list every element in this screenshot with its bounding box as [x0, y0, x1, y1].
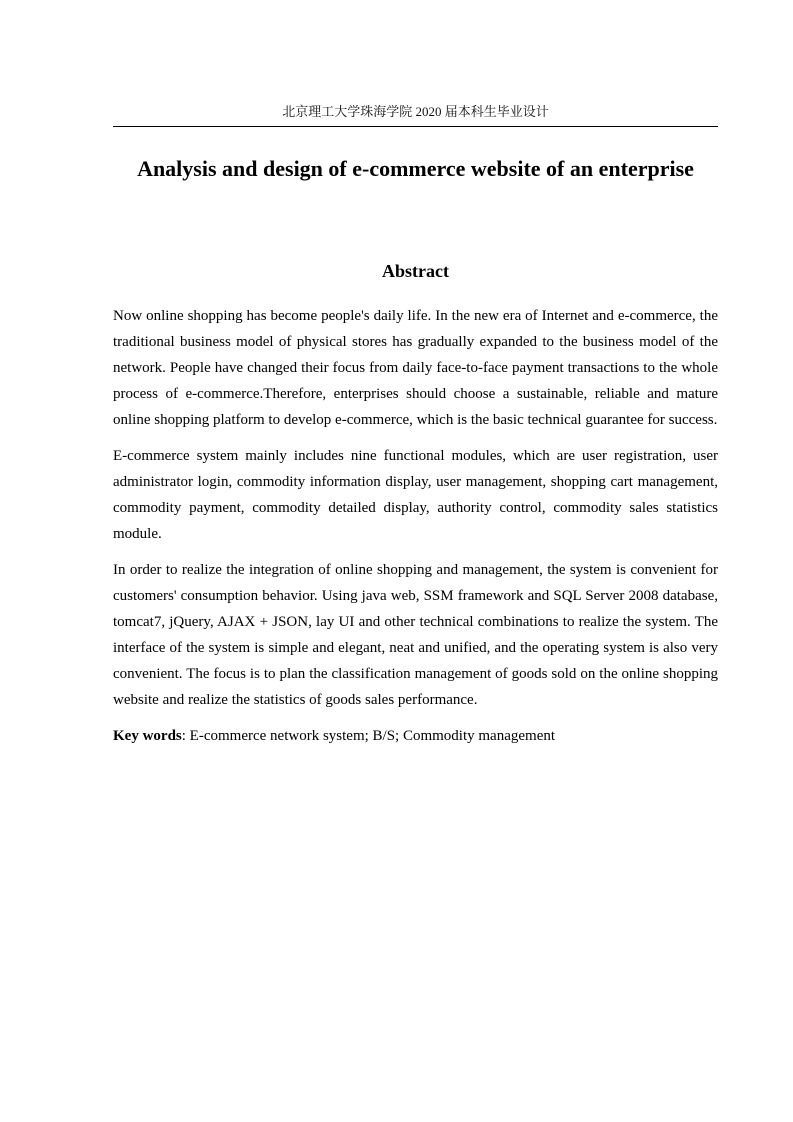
running-header: 北京理工大学珠海学院 2020 届本科生毕业设计 [282, 104, 549, 119]
abstract-paragraph-3: In order to realize the integration of online shopping and management, the system is convenient for customers' consumption behavior. Using java web, SSM framework and SQL Server 2008 database, tomcat7, jQuery, AJAX + JSON, lay UI and other technical combinations to realize the system. The interface of the system is simple and elegant, neat and unified, and the operating system is also very convenient. The focus is to plan the classification management of goods sold on the online shopping website and realize the statistics of goods sales performance. [113, 562, 718, 708]
header-rule [113, 126, 718, 127]
paper-title: Analysis and design of e-commerce website of an enterprise [137, 156, 694, 181]
abstract-paragraph-2: E-commerce system mainly includes nine functional modules, which are user registration, user administrator login, commodity information display, user management, shopping cart management, commodity payment, commodity detailed display, authority control, commodity sales statistics module. [113, 448, 718, 542]
keywords-line [113, 723, 718, 749]
abstract-body [113, 303, 718, 749]
abstract-paragraph-1: Now online shopping has become people's daily life. In the new era of Internet and e-commerce, the traditional business model of physical stores has gradually expanded to the business model of the network. People have changed their focus from daily face-to-face payment transactions to the whole process of e-commerce.Therefore, enterprises should choose a sustainable, reliable and mature online shopping platform to develop e-commerce, which is the basic technical guarantee for success. [113, 308, 718, 428]
keywords-text: : E-commerce network system; B/S; Commodity management [181, 728, 556, 744]
abstract-heading: Abstract [382, 261, 449, 281]
keywords-label: Key words [113, 728, 182, 744]
